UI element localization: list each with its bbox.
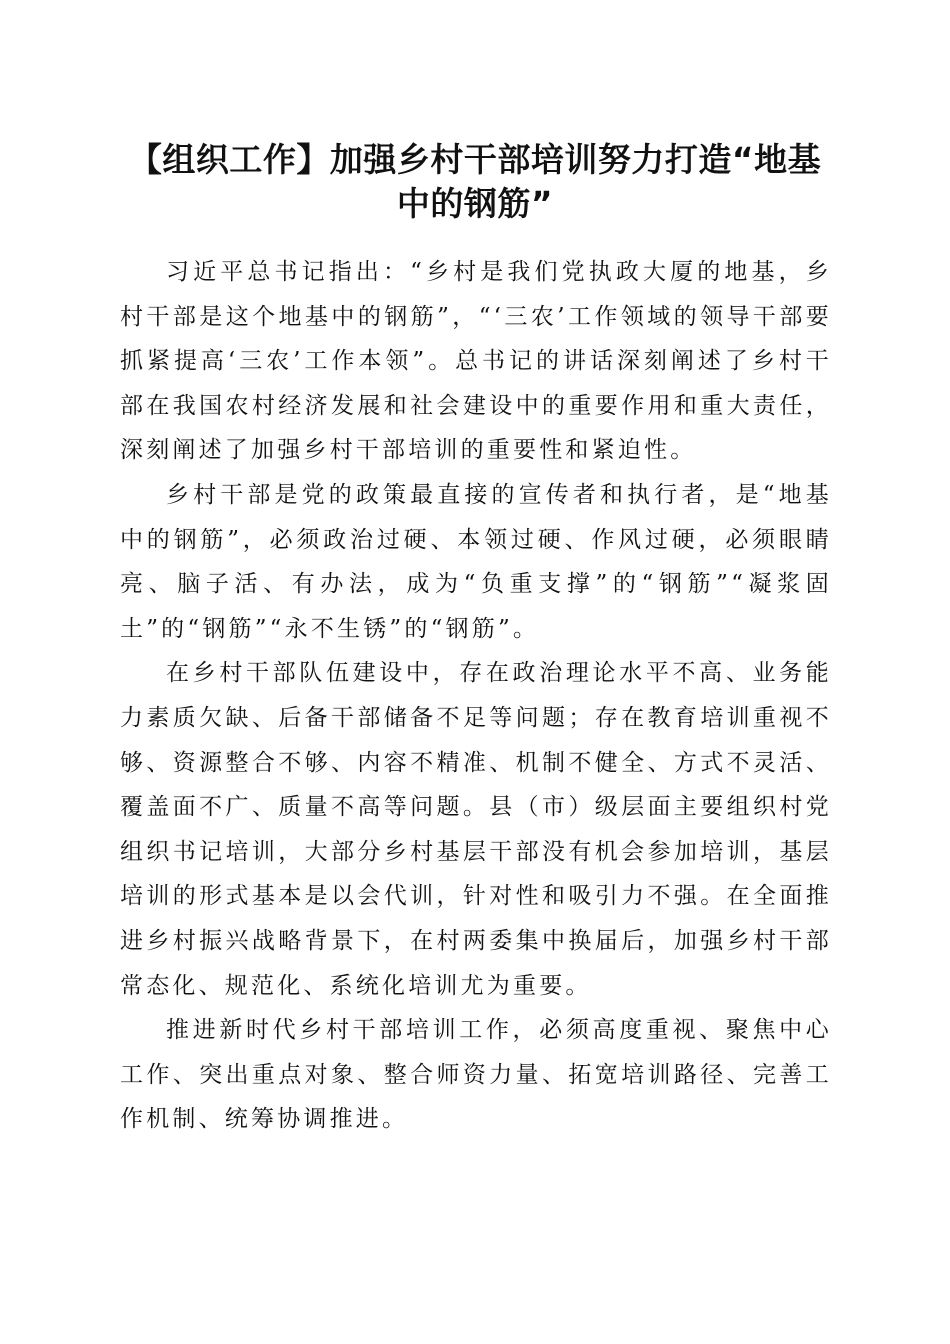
paragraph: 推进新时代乡村干部培训工作，必须高度重视、聚焦中心工作、突出重点对象、整合师资力量、拓宽培训路径、完善工作机制、统筹协调推进。 (120, 1017, 832, 1133)
paragraph: 在乡村干部队伍建设中，存在政治理论水平不高、业务能力素质欠缺、后备干部储备不足等问题；存在教育培训重视不够、资源整合不够、内容不精准、机制不健全、方式不灵活、覆盖面不广、质量不高等问题。县（市）级层面主要组织村党组织书记培训，大部分乡村基层干部没有机会参加培训，基层培训的形式基本是以会代训，针对性和吸引力不强。在全面推进乡村振兴战略背景下，在村两委集中换届后，加强乡村干部常态化、规范化、系统化培训尤为重要。 (120, 660, 832, 999)
paragraph: 乡村干部是党的政策最直接的宣传者和执行者，是“地基中的钢筋”，必须政治过硬、本领过硬、作风过硬，必须眼睛亮、脑子活、有办法，成为“负重支撑”的“钢筋”“凝浆固土”的“钢筋”“永不生锈”的“钢筋”。 (120, 481, 832, 642)
document-body (120, 250, 832, 1142)
paragraph: 习近平总书记指出：“乡村是我们党执政大厦的地基，乡村干部是这个地基中的钢筋”，“‘三农’工作领域的领导干部要抓紧提高‘三农’工作本领”。总书记的讲话深刻阐述了乡村干部在我国农村经济发展和社会建设中的重要作用和重大责任，深刻阐述了加强乡村干部培训的重要性和紧迫性。 (120, 259, 832, 464)
document-title: 【组织工作】加强乡村干部培训努力打造“地基中的钢筋” (128, 140, 822, 223)
